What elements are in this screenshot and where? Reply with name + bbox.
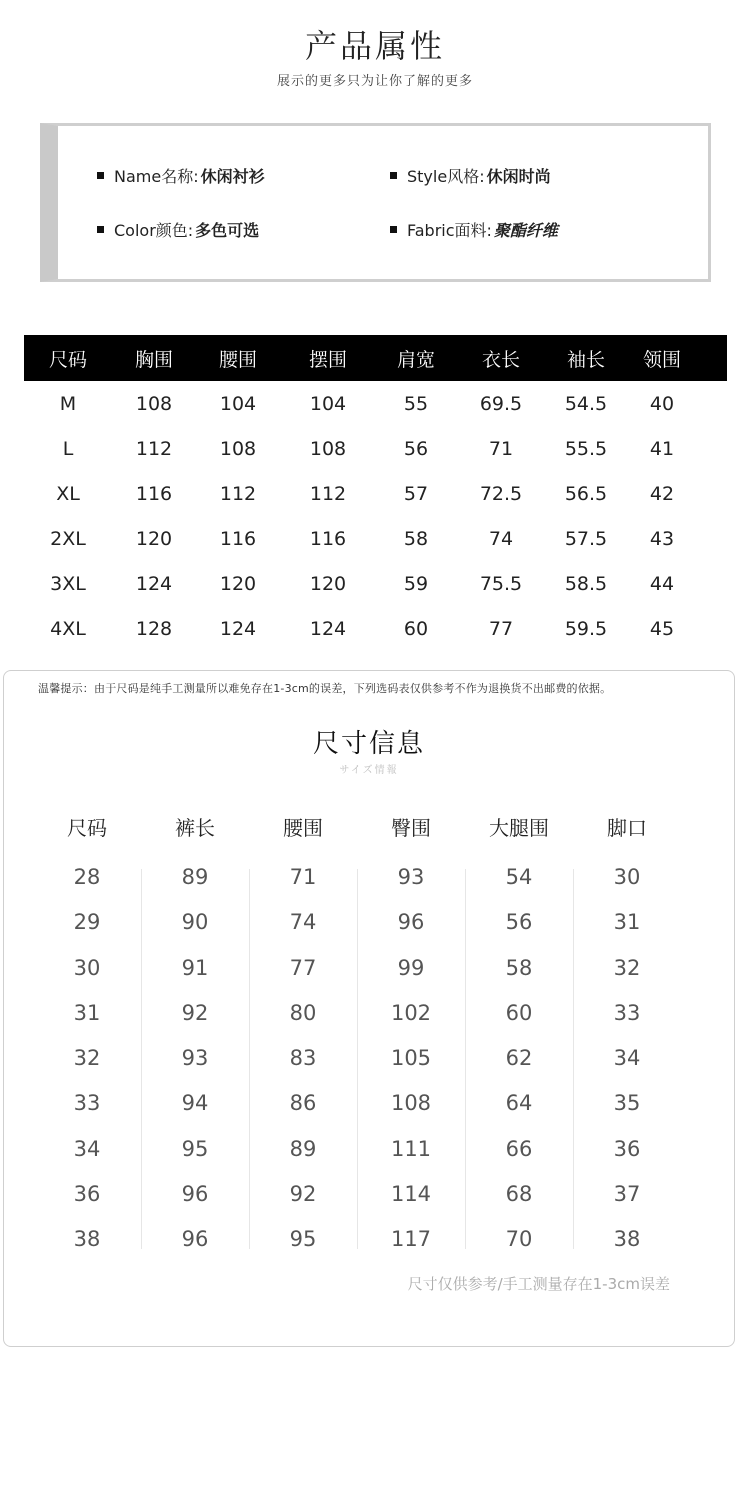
table-cell: 59.5: [564, 617, 608, 640]
header-cell: 肩宽: [396, 348, 435, 371]
table-cell: 56.5: [564, 482, 608, 505]
column-value: 117: [390, 1227, 432, 1252]
pants-size-title: 尺寸信息: [312, 729, 425, 759]
bullet-square-icon: [97, 226, 104, 233]
column-value: 96: [181, 1182, 209, 1207]
column-value: 32: [613, 955, 641, 980]
column-value: 96: [397, 910, 425, 935]
attributes-title: 产品属性: [304, 27, 445, 65]
column-value: 33: [73, 1091, 101, 1116]
table-cell: 40: [649, 392, 675, 415]
table-cell: 112: [309, 482, 347, 505]
column-value: 94: [181, 1091, 209, 1116]
column-value: 58: [505, 955, 533, 980]
table-cell: 112: [135, 437, 173, 460]
column-header: 裤长: [175, 816, 215, 840]
column-value: 92: [181, 1000, 209, 1025]
column-value: 33: [613, 1000, 641, 1025]
column-value: 32: [73, 1046, 101, 1071]
table-cell: 112: [219, 482, 257, 505]
attribute-label: Name名称:: [114, 167, 199, 186]
column-value: 54: [505, 865, 533, 889]
column-value: 71: [289, 865, 317, 889]
table-cell: 74: [488, 527, 514, 550]
header-cell: 领围: [642, 348, 681, 371]
table-cell: 43: [649, 527, 675, 550]
table-cell: 116: [309, 527, 347, 550]
shirt-size-table: [24, 335, 727, 651]
table-cell: 2XL: [50, 527, 86, 550]
pants-size-card: [3, 670, 735, 1347]
column-header: 大腿围: [489, 816, 549, 840]
table-cell: 69.5: [479, 392, 523, 415]
pants-column-size: [33, 816, 141, 1270]
table-cell: 72.5: [479, 482, 523, 505]
column-value: 92: [289, 1182, 317, 1207]
column-value: 68: [505, 1182, 533, 1207]
column-value: 114: [390, 1182, 432, 1207]
table-cell: 120: [219, 572, 257, 595]
table-cell: 57.5: [564, 527, 608, 550]
column-value: 66: [505, 1136, 533, 1161]
attribute-style: [390, 164, 551, 187]
table-row: [24, 471, 727, 516]
attribute-label: Fabric面料:: [407, 221, 492, 240]
column-value: 95: [181, 1136, 209, 1161]
column-value: 28: [73, 865, 101, 889]
header-cell: 腰围: [218, 348, 257, 371]
column-value: 80: [289, 1000, 317, 1025]
attribute-label: Style风格:: [407, 167, 485, 186]
attribute-value: 多色可选: [195, 221, 260, 240]
table-cell: 4XL: [50, 617, 86, 640]
table-cell: 120: [309, 572, 347, 595]
table-row: [24, 381, 727, 426]
attribute-value: 休闲衬衫: [200, 167, 265, 186]
column-value: 30: [613, 865, 641, 889]
table-cell: 54.5: [564, 392, 608, 415]
attribute-color: [97, 218, 259, 241]
table-cell: 108: [135, 392, 173, 415]
column-value: 108: [390, 1091, 432, 1116]
column-value: 38: [73, 1227, 101, 1252]
column-value: 99: [397, 955, 425, 980]
pants-size-subtitle: サイズ情報: [339, 765, 399, 776]
header-cell: 袖长: [566, 348, 605, 371]
column-value: 74: [289, 910, 317, 935]
pants-column-leg-opening: [573, 816, 681, 1270]
bullet-square-icon: [97, 172, 104, 179]
attributes-box: [40, 123, 711, 282]
header-cell: 胸围: [134, 348, 173, 371]
column-value: 36: [613, 1136, 641, 1161]
table-row: [24, 516, 727, 561]
pants-column-hip: [357, 816, 465, 1270]
table-cell: L: [62, 437, 74, 460]
table-row: [24, 606, 727, 651]
column-value: 70: [505, 1227, 533, 1252]
column-value: 64: [505, 1091, 533, 1116]
table-row: [24, 561, 727, 606]
column-value: 34: [613, 1046, 641, 1071]
column-value: 86: [289, 1091, 317, 1116]
column-value: 31: [613, 910, 641, 935]
column-value: 90: [181, 910, 209, 935]
column-value: 77: [289, 955, 317, 980]
pants-footnote: 尺寸仅供参考/手工测量存在1-3cm误差: [407, 1275, 670, 1293]
table-cell: 42: [649, 482, 675, 505]
attributes-header: [0, 24, 750, 89]
table-cell: 57: [403, 482, 429, 505]
pants-column-length: [141, 816, 249, 1270]
table-cell: 124: [309, 617, 347, 640]
column-value: 56: [505, 910, 533, 935]
attribute-name: [97, 164, 265, 187]
column-value: 89: [289, 1136, 317, 1161]
column-value: 31: [73, 1000, 101, 1025]
column-value: 89: [181, 865, 209, 889]
table-cell: 58.5: [564, 572, 608, 595]
table-cell: 104: [219, 392, 257, 415]
column-value: 93: [181, 1046, 209, 1071]
column-value: 96: [181, 1227, 209, 1252]
table-cell: 41: [649, 437, 675, 460]
table-cell: 3XL: [50, 572, 86, 595]
column-header: 腰围: [283, 816, 323, 840]
table-cell: 77: [488, 617, 514, 640]
table-cell: 59: [403, 572, 429, 595]
table-cell: 55.5: [564, 437, 608, 460]
attribute-fabric: [390, 218, 558, 241]
column-value: 105: [390, 1046, 432, 1071]
table-cell: 55: [403, 392, 429, 415]
table-cell: 58: [403, 527, 429, 550]
column-value: 35: [613, 1091, 641, 1116]
bullet-square-icon: [390, 172, 397, 179]
column-value: 93: [397, 865, 425, 889]
table-cell: 104: [309, 392, 347, 415]
table-cell: 124: [135, 572, 173, 595]
column-value: 34: [73, 1136, 101, 1161]
attributes-subtitle: 展示的更多只为让你了解的更多: [276, 74, 473, 89]
attribute-value: 休闲时尚: [486, 167, 551, 186]
table-cell: 44: [649, 572, 675, 595]
table-cell: 60: [403, 617, 429, 640]
table-header: [24, 335, 727, 381]
column-value: 95: [289, 1227, 317, 1252]
table-cell: 108: [309, 437, 347, 460]
pants-column-thigh: [465, 816, 573, 1270]
table-cell: 116: [135, 482, 173, 505]
header-cell: 衣长: [481, 348, 520, 371]
size-notice: 温馨提示：由于尺码是纯手工测量所以难免存在1-3cm的误差，下列选码表仅供参考不作为退换货不出邮费的依据。: [38, 682, 612, 695]
column-value: 29: [73, 910, 101, 935]
column-header: 臀围: [391, 816, 431, 840]
column-value: 37: [613, 1182, 641, 1207]
bullet-square-icon: [390, 226, 397, 233]
column-header: 尺码: [67, 816, 107, 840]
column-value: 83: [289, 1046, 317, 1071]
column-value: 91: [181, 955, 209, 980]
column-value: 62: [505, 1046, 533, 1071]
column-header: 脚口: [607, 816, 647, 840]
table-cell: 71: [488, 437, 514, 460]
table-cell: 45: [649, 617, 675, 640]
column-value: 38: [613, 1227, 641, 1252]
header-cell: 尺码: [48, 348, 87, 371]
table-cell: 120: [135, 527, 173, 550]
table-cell: 128: [135, 617, 173, 640]
table-cell: 116: [219, 527, 257, 550]
attribute-value: 聚酯纤维: [493, 221, 558, 240]
column-value: 36: [73, 1182, 101, 1207]
table-row: [24, 426, 727, 471]
table-cell: 108: [219, 437, 257, 460]
table-cell: 75.5: [479, 572, 523, 595]
column-value: 111: [390, 1136, 432, 1161]
attribute-label: Color颜色:: [114, 221, 194, 240]
column-value: 102: [390, 1000, 432, 1025]
pants-column-waist: [249, 816, 357, 1270]
table-cell: M: [59, 392, 77, 415]
table-cell: 124: [219, 617, 257, 640]
table-cell: 56: [403, 437, 429, 460]
column-value: 30: [73, 955, 101, 980]
header-cell: 摆围: [308, 348, 347, 371]
table-cell: XL: [56, 482, 80, 505]
column-value: 60: [505, 1000, 533, 1025]
